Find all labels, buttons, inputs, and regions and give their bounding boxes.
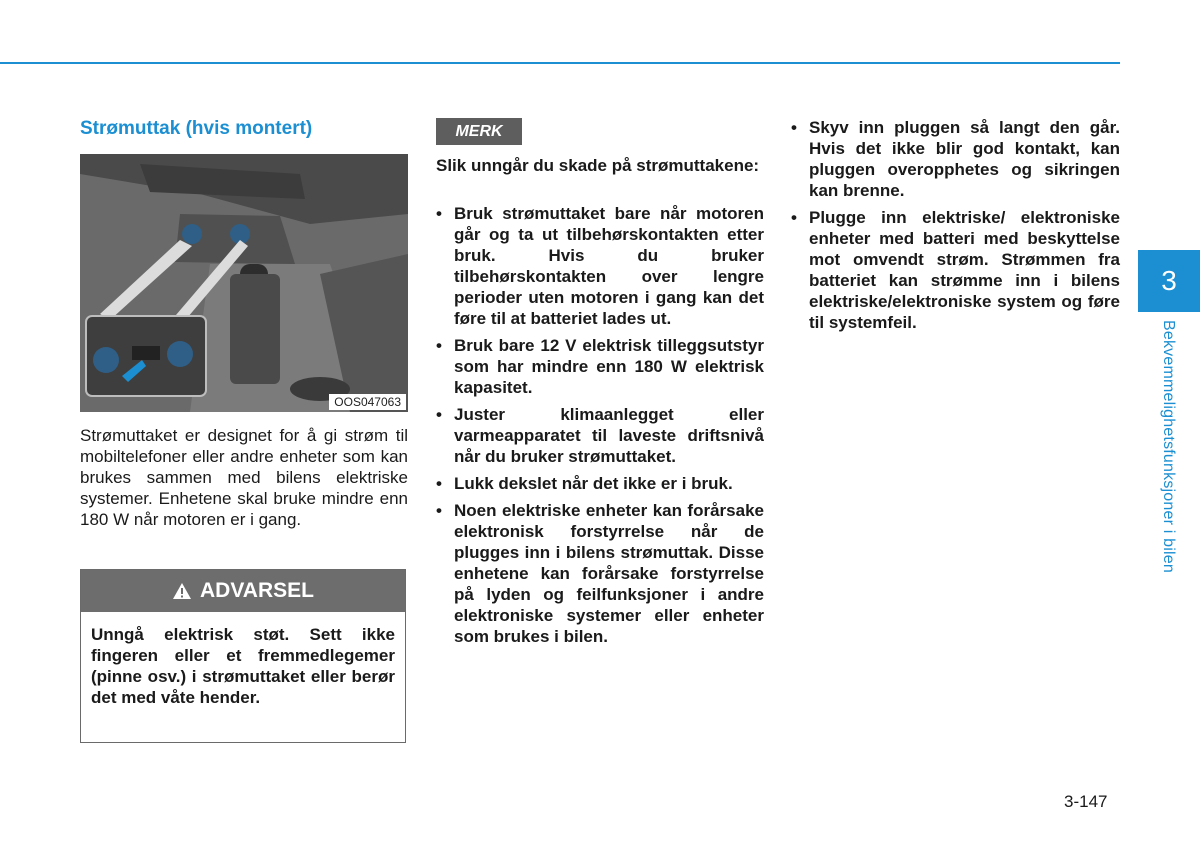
warning-body: Unngå elektrisk støt. Sett ikke fingeren eller et fremmedlegemer (pinne osv.) i strømuttaket eller berør det med våte hender. [91, 625, 395, 707]
page-number: 3-147 [1064, 792, 1108, 811]
bullet: • [436, 474, 442, 493]
top-rule [0, 62, 1120, 64]
bullet: • [436, 405, 442, 424]
note-intro: Slik unngår du skade på strømuttakene: [436, 156, 760, 175]
section-title: Strømuttak (hvis montert) [80, 118, 313, 139]
list-item: • Juster klimaanlegget eller varmeapparatet til laveste driftsnivå når du bruker strømuttaket. [436, 405, 764, 466]
bullet: • [791, 118, 797, 137]
list-item: • Noen elektriske enheter kan forårsake elektronisk forstyrrelse når de plugges inn i bilens strømuttak. Disse enhetene kan forårsake forstyrrelse på lyden og feilfunksjoner i andre elektroniske systemer eller enheter som brukes i bilen. [436, 501, 764, 646]
note-list [436, 203, 764, 653]
list-item: • Plugge inn elektriske/ elektroniske enheter med batteri med beskyttelse mot omvendt strøm. Strømmen fra batteriet kan strømme inn i bilens elektriske/elektroniske system og føre til systemfeil. [791, 208, 1120, 332]
chapter-title: Bekvemmelighetsfunksjoner i bilen [1160, 320, 1177, 573]
console-illustration [80, 154, 408, 412]
bullet: • [436, 336, 442, 355]
warning-header [81, 570, 405, 612]
note-badge: MERK [436, 118, 522, 145]
list-item: • Lukk dekslet når det ikke er i bruk. [436, 474, 733, 493]
warning-title: ADVARSEL [200, 579, 314, 602]
warning-box [80, 569, 406, 743]
warning-triangle-icon [172, 582, 192, 600]
bullet: • [436, 501, 442, 520]
console-figure [80, 154, 408, 412]
list-item: • Skyv inn pluggen så langt den går. Hvis det ikke blir god kontakt, kan pluggen overopphetes og sikringen kan brenne. [791, 118, 1120, 200]
right-list [791, 117, 1120, 339]
section-body: Strømuttaket er designet for å gi strøm til mobiltelefoner eller andre enheter som kan brukes sammen med bilens elektriske systemer. Enhetene skal bruke mindre enn 180 W når motoren er i gang. [80, 426, 408, 529]
bullet: • [791, 208, 797, 227]
figure-caption: OOS047063 [329, 394, 406, 410]
list-item: • Bruk bare 12 V elektrisk tilleggsutstyr som har mindre enn 180 W elektrisk kapasitet. [436, 336, 764, 397]
list-item: • Bruk strømuttaket bare når motoren går og ta ut tilbehørskontakten etter bruk. Hvis du bruker tilbehørskontakten over lengre perioder uten motoren i gang kan det føre til at batteriet lades ut. [436, 204, 764, 328]
bullet: • [436, 204, 442, 223]
chapter-tab: 3 [1138, 250, 1200, 312]
